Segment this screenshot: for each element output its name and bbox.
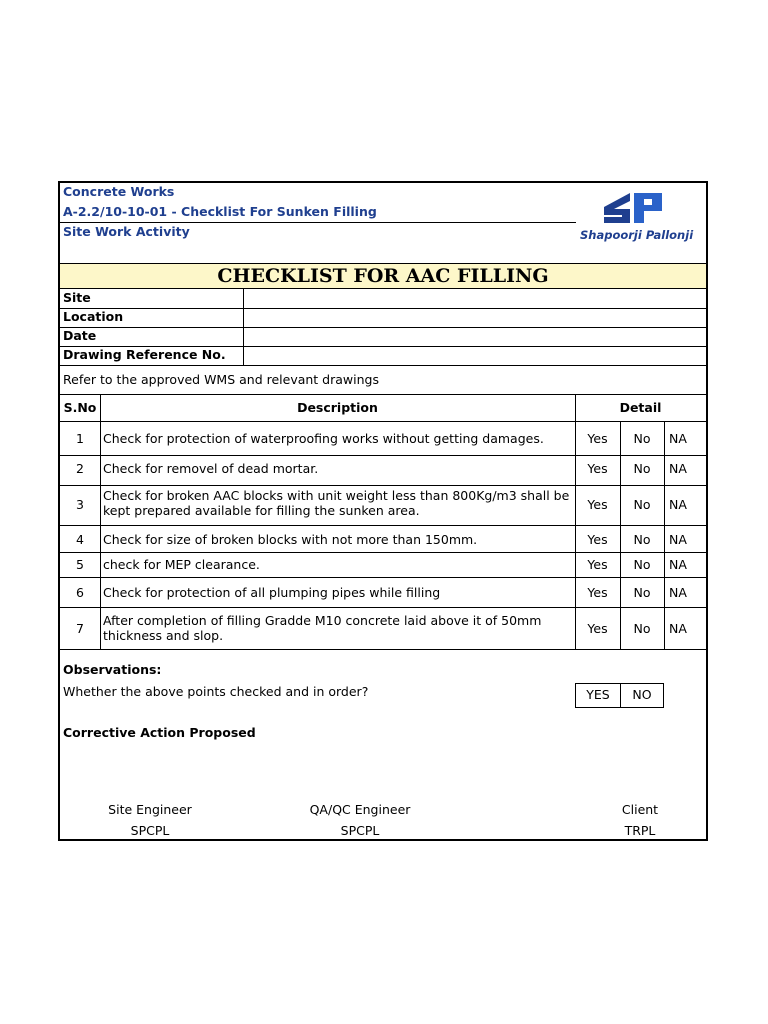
row-desc: After completion of filling Gradde M10 concrete laid above it of 50mm thickness and slop.	[103, 613, 542, 643]
signature-role: Site Engineer	[108, 802, 192, 817]
yes-option[interactable]: Yes	[587, 557, 608, 572]
row-desc: Check for protection of all plumping pipes while filling	[103, 585, 441, 600]
yes-option[interactable]: Yes	[587, 497, 608, 512]
row-sno: 2	[76, 461, 84, 476]
col-line	[100, 394, 101, 650]
col-sno-header: S.No	[63, 400, 97, 415]
row-desc: Check for size of broken blocks with not more than 150mm.	[103, 532, 478, 547]
activity-label: Site Work Activity	[63, 224, 190, 239]
no-option[interactable]: No	[633, 431, 651, 446]
na-option[interactable]: NA	[669, 532, 687, 547]
row-desc: check for MEP clearance.	[103, 557, 260, 572]
row-sno: 3	[76, 497, 84, 512]
row-line	[60, 455, 706, 456]
yes-box[interactable]: YES	[575, 683, 621, 708]
row-desc: Check for broken AAC blocks with unit weight less than 800Kg/m3 shall be kept prepared available for filling the sunken area.	[103, 488, 570, 518]
row-line	[60, 577, 706, 578]
row-line	[60, 552, 706, 553]
yes-option[interactable]: Yes	[587, 431, 608, 446]
na-option[interactable]: NA	[669, 557, 687, 572]
na-option[interactable]: NA	[669, 431, 687, 446]
yes-option[interactable]: Yes	[587, 585, 608, 600]
row-desc: Check for removel of dead mortar.	[103, 461, 319, 476]
corrective-action-label: Corrective Action Proposed	[63, 725, 256, 740]
row-sno: 1	[76, 431, 84, 446]
na-option[interactable]: NA	[669, 621, 687, 636]
no-option[interactable]: No	[633, 497, 651, 512]
row-line	[60, 308, 706, 309]
checklist-title: CHECKLIST FOR AAC FILLING	[217, 265, 549, 287]
row-sno: 6	[76, 585, 84, 600]
row-sno: 5	[76, 557, 84, 572]
no-option[interactable]: No	[633, 532, 651, 547]
no-option[interactable]: No	[633, 461, 651, 476]
logo-text: Shapoorji Pallonji	[580, 228, 694, 242]
na-option[interactable]: NA	[669, 585, 687, 600]
row-line	[60, 607, 706, 608]
yes-option[interactable]: Yes	[587, 532, 608, 547]
no-box[interactable]: NO	[620, 683, 664, 708]
checklist-sheet	[58, 181, 708, 841]
row-line	[60, 525, 706, 526]
signature-org: SPCPL	[340, 823, 380, 838]
signature-org: SPCPL	[130, 823, 170, 838]
row-line	[60, 421, 706, 422]
header-divider	[60, 222, 576, 223]
doc-code-label: A-2.2/10-10-01 - Checklist For Sunken Filling	[63, 204, 377, 219]
yes-option[interactable]: Yes	[587, 461, 608, 476]
no-option[interactable]: No	[633, 585, 651, 600]
signature-org: TRPL	[624, 823, 656, 838]
observations-heading: Observations:	[63, 662, 162, 677]
row-sno: 7	[76, 621, 84, 636]
site-label: Site	[63, 290, 91, 305]
col-desc-header: Description	[297, 400, 378, 415]
row-desc: Check for protection of waterproofing works without getting damages.	[103, 431, 544, 446]
na-option[interactable]: NA	[669, 461, 687, 476]
row-line	[60, 394, 706, 395]
category-label: Concrete Works	[63, 184, 175, 199]
row-sno: 4	[76, 532, 84, 547]
row-line	[60, 365, 706, 366]
na-option[interactable]: NA	[669, 497, 687, 512]
signature-role: QA/QC Engineer	[309, 802, 411, 817]
instruction-text: Refer to the approved WMS and relevant drawings	[63, 372, 379, 387]
no-option[interactable]: No	[633, 621, 651, 636]
drawing-ref-label: Drawing Reference No.	[63, 347, 226, 362]
location-label: Location	[63, 309, 124, 324]
date-label: Date	[63, 328, 97, 343]
col-detail-header: Detail	[619, 400, 662, 415]
yes-option[interactable]: Yes	[587, 621, 608, 636]
observations-question: Whether the above points checked and in order?	[63, 684, 369, 699]
row-line	[60, 649, 706, 650]
no-option[interactable]: No	[633, 557, 651, 572]
row-line	[60, 485, 706, 486]
sp-logo-icon	[600, 187, 666, 227]
row-line	[60, 327, 706, 328]
signature-role: Client	[621, 802, 659, 817]
